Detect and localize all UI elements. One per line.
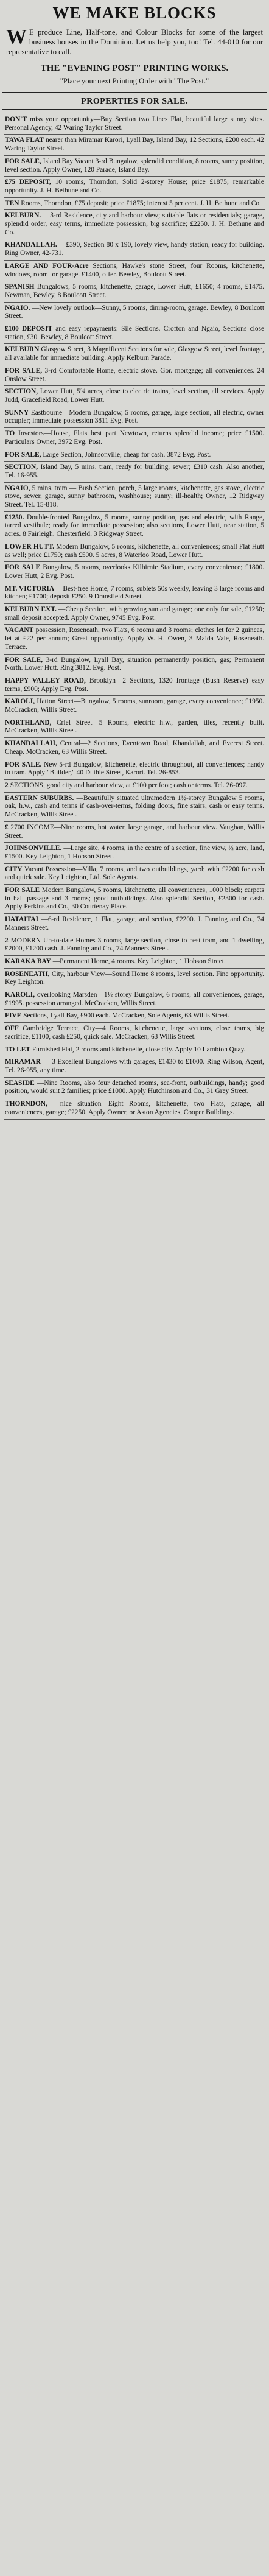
ad-lead: VACANT xyxy=(5,626,34,634)
ad-lead: KELBURN xyxy=(5,346,40,354)
drop-cap: W xyxy=(6,26,27,48)
ad-lead: FOR SALE xyxy=(5,886,40,894)
classified-ad xyxy=(4,1078,265,1098)
ad-lead: KHANDALLAH. xyxy=(5,241,57,249)
ad-lead: LARGE AND FOUR-Acre xyxy=(5,262,89,270)
ad-text: —Best-free Home, 7 rooms, sublets 50s weekly, leaving 3 large rooms and kitchen; £1700; deposit £250. 9 Dransfield Street. xyxy=(5,584,264,601)
classified-ad xyxy=(4,512,265,541)
ad-lead: 2 xyxy=(5,782,9,789)
ad-text: Modern Bungalow, 5 rooms, kitchenette, all conveniences; small Flat Hutt as well; price £1750; cash £500. 5 acres, 8 Waterloo Road, Lower Hutt. xyxy=(5,542,264,559)
classified-ad xyxy=(4,625,265,654)
ad-text: Brooklyn—2 Sections, 1320 frontage (Bush Reserve) easy terms, £900; Apply Evg. Post. xyxy=(5,676,264,693)
classified-ad xyxy=(4,156,265,177)
ad-text: 5 mins. tram — Bush Section, porch, 5 large rooms, kitchenette, gas stove, electric stove, sewer, garage, sunny bathroom, washhouse; sunny; ill-health; Owner, 12 Ridgway Street. Tel. 15-818. xyxy=(5,484,264,509)
ad-text: Island Bay, 5 mins. tram, ready for building, sewer; £310 cash. Also another, Tel. 16-955. xyxy=(5,463,264,479)
ad-text: Cambridge Terrace, City—4 Rooms, kitchenette, large sections, close trams, big sacrifice, £1100, cash £250, quick sale. McCracken, 63 Willis Street. xyxy=(5,1025,264,1041)
ad-lead: MT. VICTORIA xyxy=(5,584,55,592)
ad-text: City, harbour View—Sound Home 8 rooms, level section. Fine opportunity. Key Leighton. xyxy=(5,970,264,986)
classified-ad xyxy=(4,449,265,462)
classified-ad xyxy=(4,239,265,260)
ad-lead: KAROLI, xyxy=(5,698,35,706)
ad-lead: THORNDON, xyxy=(5,1100,47,1108)
ad-text: 2700 INCOME—Nine rooms, hot water, large garage, and harbour view. Vaughan, Willis Street. xyxy=(5,823,264,840)
ad-text: —Permanent Home, 4 rooms. Key Leighton, 1 Hobson Street. xyxy=(52,957,226,965)
ad-lead: £ xyxy=(5,823,9,831)
ad-text: Bungalow, 5 rooms, overlooks Kilbirnie Stadium, every convenience; £1800. Lower Hutt, 2 Evg. Post. xyxy=(5,564,264,580)
classified-ad xyxy=(4,135,265,155)
ad-lead: KELBURN. xyxy=(5,212,41,220)
ad-text: 3-rd Comfortable Home, electric stove. Gor. mortgage; all conveniences. 24 Onslow Street. xyxy=(5,367,264,383)
ad-text: —6-rd Residence, 1 Flat, garage, and section, £2200. J. Fanning and Co., 74 Manners Street. xyxy=(5,916,264,932)
ad-text: —Beautifully situated ultramodern 1½-storey Bungalow 5 rooms, oak, h.w., cash and terms if cash-over-terms, folding doors, fine stairs, cash or easy terms. McCracken, Willis Street. xyxy=(5,794,264,819)
classified-ad xyxy=(4,759,265,780)
classified-ad xyxy=(4,407,265,428)
classified-ad xyxy=(4,541,265,562)
ad-lead: TEN xyxy=(5,199,19,207)
newspaper-page xyxy=(2,0,267,1120)
ad-text: miss your opportunity—Buy Section two Lines Flat, beautiful large sunny sites. Personal Agency, 42 Waring Taylor Street. xyxy=(5,116,264,132)
ad-text: overlooking Marsden—1½ storey Bungalow, 6 rooms, all conveniences, garage, £1995. possession arranged. McCracken, Willis Street. xyxy=(5,991,264,1007)
ad-text: Central—2 Sections, Eventown Road, Khandallah, and Everest Street. Cheap. McCracken, 63 Willis Street. xyxy=(5,740,264,756)
ad-text: MODERN Up-to-date Homes 3 rooms, large section, close to best tram, and 1 dwelling, £2000, £1200 cash. J. Fanning and Co., 74 Manners Street. xyxy=(5,936,264,953)
ad-lead: SEASIDE xyxy=(5,1079,35,1087)
ad-lead: FOR SALE, xyxy=(5,367,43,374)
ad-text: and easy repayments: Sile Sections. Crofton and Ngaio, Sections close station, £30. Bewley, 8 Boulcott Street. xyxy=(5,325,264,341)
classified-ad xyxy=(4,956,265,969)
ad-lead: SPANISH xyxy=(5,283,35,291)
ad-text: possession, Roseneath, two Flats, 6 rooms and 3 rooms; clothes let for 2 guineas, let at £22 per annum; Great opportunity. Apply W. H. Owen, 3 Maida Vale, Roseneath. Terrace. xyxy=(5,626,264,651)
classified-ad xyxy=(4,738,265,759)
classified-ad xyxy=(4,969,265,989)
ad-lead: HAPPY VALLEY ROAD, xyxy=(5,676,86,684)
ad-text: Eastbourne—Modern Bungalow, 5 rooms, garage, large section, all electric, owner occupier; immediate possession 3811 Evg. Post. xyxy=(5,409,264,425)
ad-text: Bungalows, 5 rooms, kitchenette, garage, Lower Hutt, £1650; 4 rooms, £1475. Newman, Bewley, 8 Boulcott Street. xyxy=(5,283,264,299)
ad-lead: FOR SALE, xyxy=(5,451,41,458)
ad-lead: NORTHLAND, xyxy=(5,718,52,726)
ad-lead: KARAKA BAY xyxy=(5,957,51,965)
ad-text: 10 rooms, Thorndon, Solid 2-storey House; price £1875; remarkable opportunity. J. H. Bethune and Co. xyxy=(5,178,264,194)
ad-text: Large Section, Johnsonville, cheap for cash. 3872 Evg. Post. xyxy=(43,451,211,458)
ad-lead: TO xyxy=(5,430,15,438)
classified-ad xyxy=(4,323,265,344)
classified-ad xyxy=(4,843,265,863)
ad-lead: KHANDALLAH, xyxy=(5,740,57,748)
ad-text: Crief Street—5 Rooms, electric h.w., garden, tiles, recently built. McCracken, Willis Street. xyxy=(5,718,264,735)
ad-lead: SECTION, xyxy=(5,463,38,471)
ad-text: Lower Hutt, 5¾ acres, close to electric trains, level section, all services. Apply Judd, Gracefield Road, Lower Hutt. xyxy=(5,388,264,404)
ad-text: New 5-rd Bungalow, kitchenette, electric throughout, all conveniences; handy to tram. Apply "Builder," 40 Duthie Street, Karori. Tel. 26-853. xyxy=(5,760,264,777)
ad-lead: TO LET xyxy=(5,1045,30,1053)
ad-lead: FOR SALE xyxy=(5,564,41,572)
classified-ad xyxy=(4,793,265,822)
ad-lead: FOR SALE, xyxy=(5,656,43,664)
classified-ad xyxy=(4,655,265,675)
classified-ad xyxy=(4,303,265,323)
column-title: PROPERTIES FOR SALE. xyxy=(81,97,188,106)
classified-ad xyxy=(4,114,265,135)
ad-lead: KAROLI, xyxy=(5,991,35,999)
ad-text: SECTIONS, good city and harbour view, at £100 per foot; cash or terms. Tel. 26-097. xyxy=(10,782,248,789)
ad-text: —nice situation—Eight Rooms, kitchenette, two Flats, garage, all conveniences, garage; £2250. Apply Owner, or Aston Agencies, Cooper Buildings. xyxy=(5,1100,264,1116)
intro-text: E produce Line, Half-tone, and Colour Blocks for some of the largest business houses in the Dominion. Let us help you, too! Tel. 44-010 for our representative to call. xyxy=(6,28,263,56)
classified-ad xyxy=(4,583,265,604)
classified-ad xyxy=(4,177,265,197)
place-order-line: "Place your next Printing Order with "The Post." xyxy=(60,77,209,85)
headline: WE MAKE BLOCKS xyxy=(52,4,217,22)
ad-text: —New lovely outlook—Sunny, 5 rooms, dining-room, garage. Bewley, 8 Boulcott Street. xyxy=(5,304,264,320)
ad-text: —3-rd Residence, city and harbour view; suitable flats or residentials; garage, splendid order, easy terms, immediate possession, big sacrifice; £2250. J. H. Bethune and Co. xyxy=(5,212,264,236)
classified-ad xyxy=(4,462,265,482)
ad-text: Hatton Street—Bungalow, 5 rooms, sunroom, garage, every convenience; £1950. McCracken, Willis Street. xyxy=(5,698,265,714)
ad-lead: £100 DEPOSIT xyxy=(5,325,52,333)
ad-text: 3-rd Bungalow, Lyall Bay, situation permanently position, gas; Permanent North. Lower Hutt. Ring 3812. Evg. Post. xyxy=(5,656,264,672)
ad-text: —Nine Rooms, also four detached rooms, sea-front, outbuildings, handy; good position, would suit 2 families; price £1000. Apply Hutchinson and Co., 31 Grey Street. xyxy=(5,1079,264,1095)
classified-ad xyxy=(4,822,265,843)
section-divider xyxy=(2,92,267,94)
classified-ad xyxy=(4,428,265,449)
ad-lead: JOHNSONVILLE. xyxy=(5,844,62,852)
classified-ad xyxy=(4,483,265,512)
classified-ad xyxy=(4,210,265,239)
classified-ad xyxy=(4,885,265,914)
intro-paragraph xyxy=(6,27,263,57)
ad-lead: DON'T xyxy=(5,116,27,123)
classified-ad xyxy=(4,261,265,281)
ad-text: — 3 Excellent Bungalows with garages, £1430 to £1000. Ring Wilson, Agent, Tel. 26-955, any time. xyxy=(5,1058,264,1074)
classified-ad xyxy=(4,365,265,386)
ad-text: —Large site, 4 rooms, in the centre of a section, fine view, ½ acre, land, £1500. Key Leighton, 1 Hobson Street. xyxy=(5,844,264,860)
ad-lead: £75 DEPOSIT, xyxy=(5,178,51,186)
classified-ad xyxy=(4,1056,265,1077)
ad-text: Double-fronted Bungalow, 5 rooms, sunny position, gas and electric, with Range, tarred vestibule; ready for immediate possession; also sections, Lower Hutt, near station, 5 acres. 8 Fairleigh. Chesterfield. 3 Ridgway Street. xyxy=(5,513,264,538)
classified-ad xyxy=(4,696,265,717)
ad-lead: CITY xyxy=(5,865,23,873)
classified-ad xyxy=(4,198,265,211)
ad-lead: FOR SALE. xyxy=(5,760,42,768)
ad-lead: SUNNY xyxy=(5,409,29,416)
section-divider xyxy=(2,109,267,111)
ad-lead: TAWA FLAT xyxy=(5,136,44,144)
ad-text: Vacant Possession—Villa, 7 rooms, and two outbuildings, yard; with £2200 for cash and quick sale. Key Leighton, Ltd. Sole Agents. xyxy=(5,865,264,882)
classified-ad xyxy=(4,780,265,793)
ad-lead: OFF xyxy=(5,1025,19,1033)
classified-ad xyxy=(4,935,265,956)
printing-works-subhead: THE "EVENING POST" PRINTING WORKS. xyxy=(40,63,229,73)
classified-ad xyxy=(4,864,265,885)
ad-lead: 2 xyxy=(5,936,9,944)
ad-text: Sections, Hawke's stone Street, four Rooms, kitchenette, windows, room for garage. £1400, offer. Bewley, Boulcott Street. xyxy=(5,262,264,278)
classified-ad xyxy=(4,914,265,935)
classified-ad xyxy=(4,281,265,302)
ad-lead: ROSENEATH, xyxy=(5,970,50,978)
ad-lead: HATAITAI xyxy=(5,916,39,924)
ad-text: Island Bay Vacant 3-rd Bungalow, splendid condition, 8 rooms, sunny position, level section. Apply Owner, 120 Parade, Island Bay. xyxy=(5,157,264,174)
classified-ad xyxy=(4,1098,265,1119)
classified-ad xyxy=(4,386,265,407)
ad-lead: NGAIO, xyxy=(5,484,30,492)
classified-ad xyxy=(4,344,265,365)
ad-lead: FIVE xyxy=(5,1012,22,1020)
ad-text: Furnished Flat, 2 rooms and kitchenette, close city. Apply 10 Lambton Quay. xyxy=(32,1045,246,1053)
ad-text: —£390, Section 80 x 190, lovely view, handy station, ready for building. Ring Owner, 42-731. xyxy=(5,241,265,258)
ad-text: Sections, Lyall Bay, £900 each. McCracken, Sole Agents, 63 Willis Street. xyxy=(23,1012,230,1020)
ad-text: nearer than Miramar Karori, Lyall Bay, Island Bay, 12 Sections, £200 each. 42 Waring Taylor Street. xyxy=(5,136,264,153)
ad-text: Glasgow Street, 3 Magnificent Sections for sale, Glasgow Street, level frontage, all available for immediate building. Apply Kelburn Parade. xyxy=(5,346,264,362)
ad-lead: EASTERN SUBURBS. xyxy=(5,794,74,802)
ad-lead: MIRAMAR xyxy=(5,1058,41,1066)
classified-ad xyxy=(4,1044,265,1057)
ad-lead: SECTION, xyxy=(5,388,38,396)
classified-ad xyxy=(4,562,265,583)
ad-text: Investors—House, Flats best part Newtown, returns splendid income; price £1500. Particulars Owner, 3972 Evg. Post. xyxy=(5,430,264,446)
ad-text: Rooms, Thorndon, £75 deposit; price £1875; interest 5 per cent. J. H. Bethune and Co. xyxy=(21,199,261,207)
ad-lead: NGAIO. xyxy=(5,304,30,312)
classified-ad xyxy=(4,989,265,1010)
classified-ad xyxy=(4,717,265,738)
ad-lead: KELBURN EXT. xyxy=(5,606,57,614)
ad-lead: FOR SALE, xyxy=(5,157,41,165)
ad-text: —Cheap Section, with growing sun and garage; one only for sale, £1250; small deposit accepted. Apply Owner, 9745 Evg. Post. xyxy=(5,606,264,622)
classified-ad xyxy=(4,1010,265,1023)
ad-lead: LOWER HUTT. xyxy=(5,542,55,550)
ad-lead: £1250. xyxy=(5,513,24,521)
classified-ad xyxy=(4,1023,265,1044)
classified-ad xyxy=(4,675,265,696)
ad-text: Modern Bungalow, 5 rooms, kitchenette, all conveniences, 1000 block; carpets in hall passage and 3 rooms; good outbuildings. Also splendid Section, £2300 for cash. Apply Perkins and Co., 30 Courtenay Place. xyxy=(5,886,264,911)
classified-ads-list xyxy=(2,114,267,1120)
classified-ad xyxy=(4,604,265,625)
